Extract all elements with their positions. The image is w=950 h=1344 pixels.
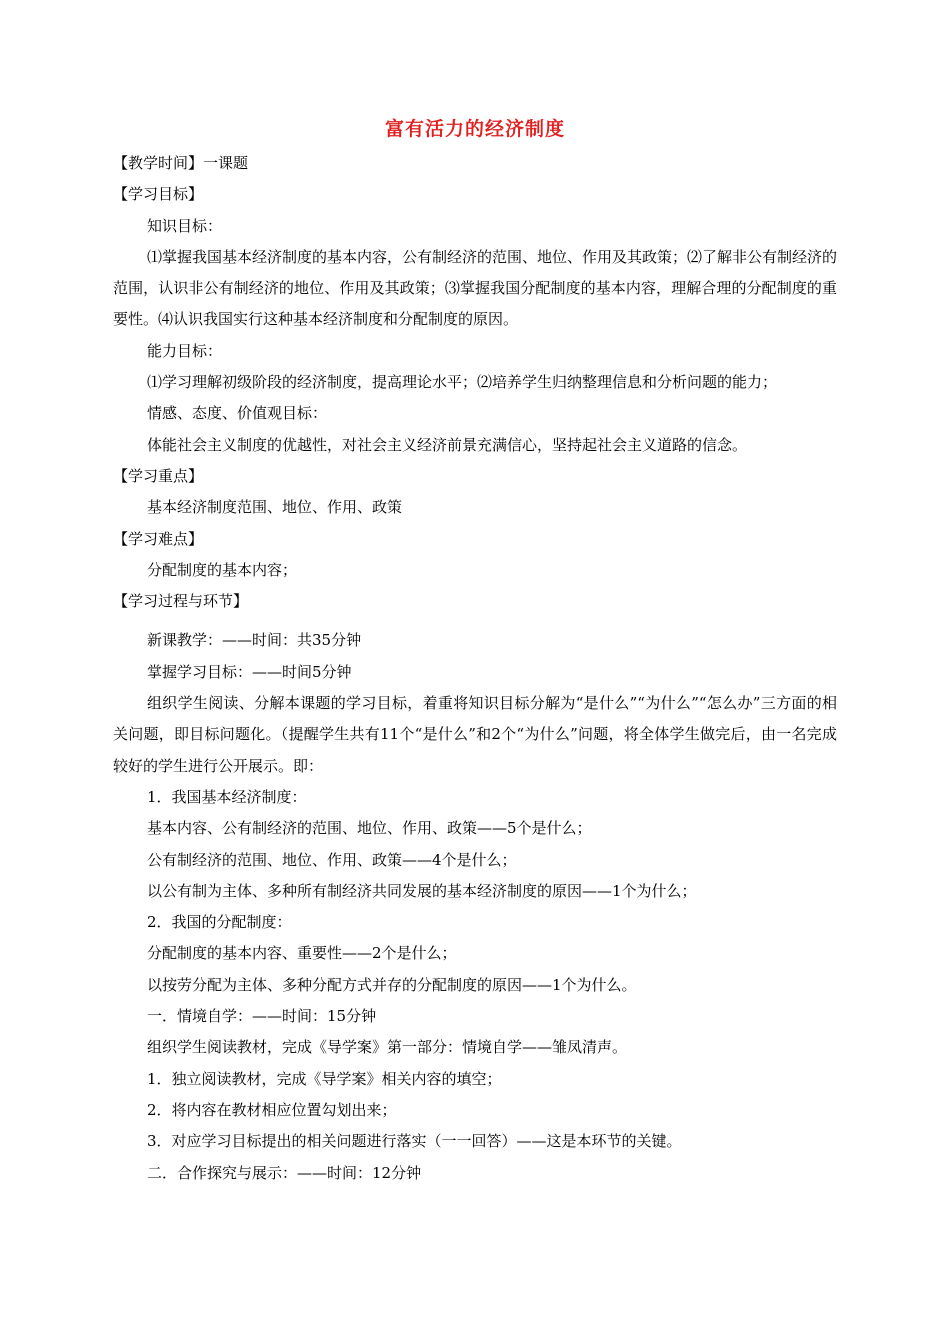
step-mark-content: 2．将内容在教材相应位置勾划出来； <box>147 1100 397 1119</box>
list-item-distribution: 2．我国的分配制度： <box>147 913 292 932</box>
document-body <box>113 148 837 1189</box>
teaching-time-heading: 【教学时间】一课题 <box>113 154 249 172</box>
difficulty-text: 分配制度的基本内容； <box>147 560 298 579</box>
knowledge-goals-heading: 知识目标： <box>147 216 223 235</box>
list-item-basic-content: 基本内容、公有制经济的范围、地位、作用、政策——5个是什么； <box>147 819 592 838</box>
learning-goals-heading: 【学习目标】 <box>113 185 204 204</box>
section-self-study: 一．情境自学：——时间：15分钟 <box>147 1007 377 1026</box>
master-goals-line: 掌握学习目标：——时间5分钟 <box>147 662 352 681</box>
ability-goals-text: ⑴学习理解初级阶段的经济制度，提高理论水平；⑵培养学生归纳整理信息和分析问题的能力； <box>147 373 778 392</box>
document-title: 富有活力的经济制度 <box>384 118 565 140</box>
section-self-study-text: 组织学生阅读教材，完成《导学案》第一部分：情境自学——雏凤清声。 <box>147 1038 628 1057</box>
difficulty-heading: 【学习难点】 <box>113 529 204 548</box>
section-cooperation: 二．合作探究与展示：——时间：12分钟 <box>147 1163 422 1182</box>
new-lesson-line: 新课教学：——时间：共35分钟 <box>147 631 362 650</box>
organize-paragraph: 组织学生阅读、分解本课题的学习目标，着重将知识目标分解为“是什么”“为什么”“怎么办”三方面的相关问题，即目标问题化。（提醒学生共有11个“是什么”和2个“为什么”问题，将全体学生做完后，由一名完成较好的学生进行公开展示。即： <box>113 694 837 775</box>
list-item-basic-reason: 以公有制为主体、多种所有制经济共同发展的基本经济制度的原因——1个为什么； <box>147 881 697 900</box>
key-points-heading: 【学习重点】 <box>113 466 204 485</box>
knowledge-goals-text: ⑴掌握我国基本经济制度的基本内容，公有制经济的范围、地位、作用及其政策；⑵了解非公有制经济的范围，认识非公有制经济的地位、作用及其政策；⑶掌握我国分配制度的基本内容，理解合理的分配制度的重要性。⑷认识我国实行这种基本经济制度和分配制度的原因。 <box>113 247 838 329</box>
list-item-distribution-reason: 以按劳分配为主体、多种分配方式并存的分配制度的原因——1个为什么。 <box>147 975 637 994</box>
step-answer-questions: 3．对应学习目标提出的相关问题进行落实（一一回答）——这是本环节的关键。 <box>147 1132 682 1151</box>
ability-goals-heading: 能力目标： <box>147 341 223 360</box>
key-points-text: 基本经济制度范围、地位、作用、政策 <box>147 498 403 517</box>
list-item-basic-system: 1．我国基本经济制度： <box>147 787 307 806</box>
process-heading: 【学习过程与环节】 <box>113 592 249 611</box>
emotion-goals-heading: 情感、态度、价值观目标： <box>147 404 328 423</box>
step-read-textbook: 1．独立阅读教材，完成《导学案》相关内容的填空； <box>147 1069 502 1088</box>
list-item-distribution-content: 分配制度的基本内容、重要性——2个是什么； <box>147 944 457 963</box>
emotion-goals-text: 体能社会主义制度的优越性，对社会主义经济前景充满信心，坚持起社会主义道路的信念。 <box>147 435 748 454</box>
list-item-public-economy: 公有制经济的范围、地位、作用、政策——4个是什么； <box>147 850 517 869</box>
